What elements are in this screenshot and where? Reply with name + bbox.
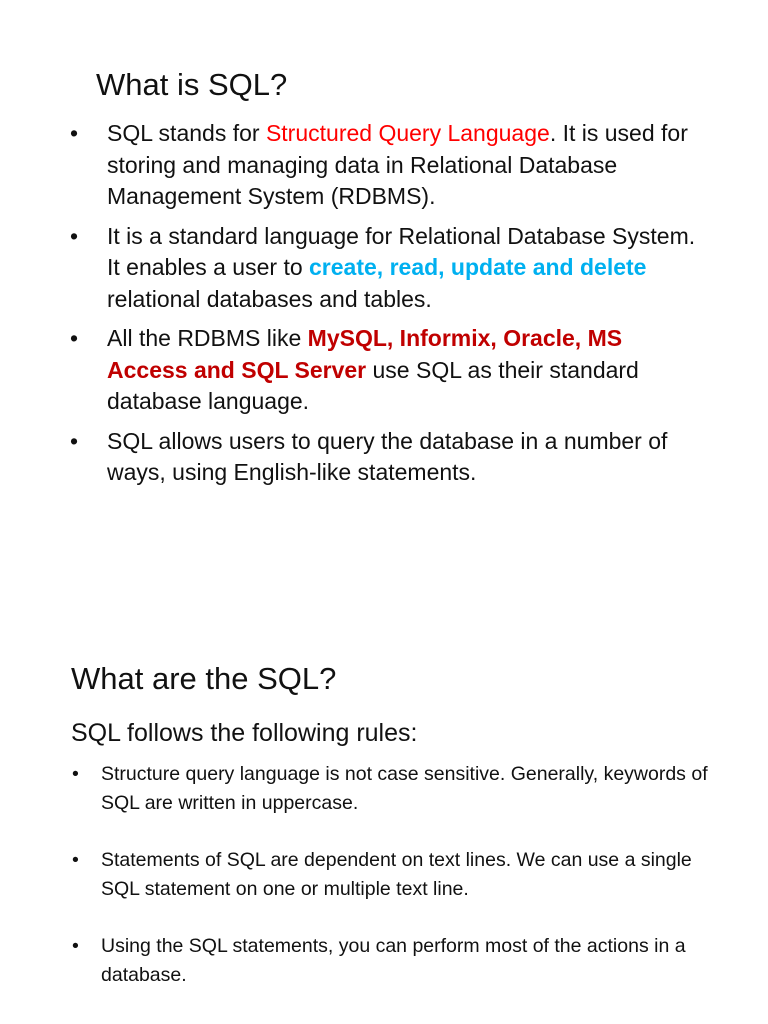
bullet-text: Statements of SQL are dependent on text lines. We can use a single SQL statement on one or multiple text line. [101, 849, 692, 900]
slide-sql-rules [0, 600, 768, 1024]
list-item [66, 118, 706, 213]
bullet-text: SQL stands for [107, 120, 266, 146]
bullet-marker: • [72, 935, 79, 957]
list-item [70, 760, 710, 818]
bullet-text: It is a standard language for Relational Database System. It enables a user to [107, 222, 696, 280]
list-item [66, 426, 706, 489]
bullet-marker: • [70, 222, 79, 249]
slide-title: What is SQL? [96, 67, 288, 102]
list-item [66, 221, 706, 316]
bullet-marker: • [72, 849, 79, 871]
rules-list [70, 760, 710, 1018]
bullet-text: Structure query language is not case sensitive. Generally, keywords of SQL are written in uppercase. [101, 763, 708, 814]
list-item [70, 846, 710, 904]
highlight-text: Structured Query Language [265, 120, 550, 146]
bullet-text: . It is used for storing and managing data in Relational Database Management System (RDBMS). [107, 120, 688, 209]
bullet-marker: • [70, 120, 79, 146]
bullet-list [66, 118, 706, 497]
bullet-text: SQL allows users to query the database in a number of ways, using English-like statements. [107, 427, 668, 485]
highlight-text: MySQL, Informix, Oracle, MS Access and SQL Server [107, 325, 623, 383]
list-item [70, 932, 710, 990]
slide-title: What are the SQL? [71, 661, 337, 696]
bullet-text: Using the SQL statements, you can perform most of the actions in a database. [101, 935, 686, 986]
bullet-text: use SQL as their standard database language. [107, 356, 639, 414]
highlight-text: create, read, update and delete [309, 254, 647, 280]
slide-subtitle: SQL follows the following rules: [71, 719, 418, 747]
bullet-text: relational databases and tables. [107, 285, 432, 312]
bullet-marker: • [70, 427, 79, 454]
bullet-marker: • [72, 763, 79, 785]
bullet-marker: • [70, 325, 79, 351]
bullet-text: All the RDBMS like [107, 325, 308, 351]
list-item [66, 323, 706, 418]
